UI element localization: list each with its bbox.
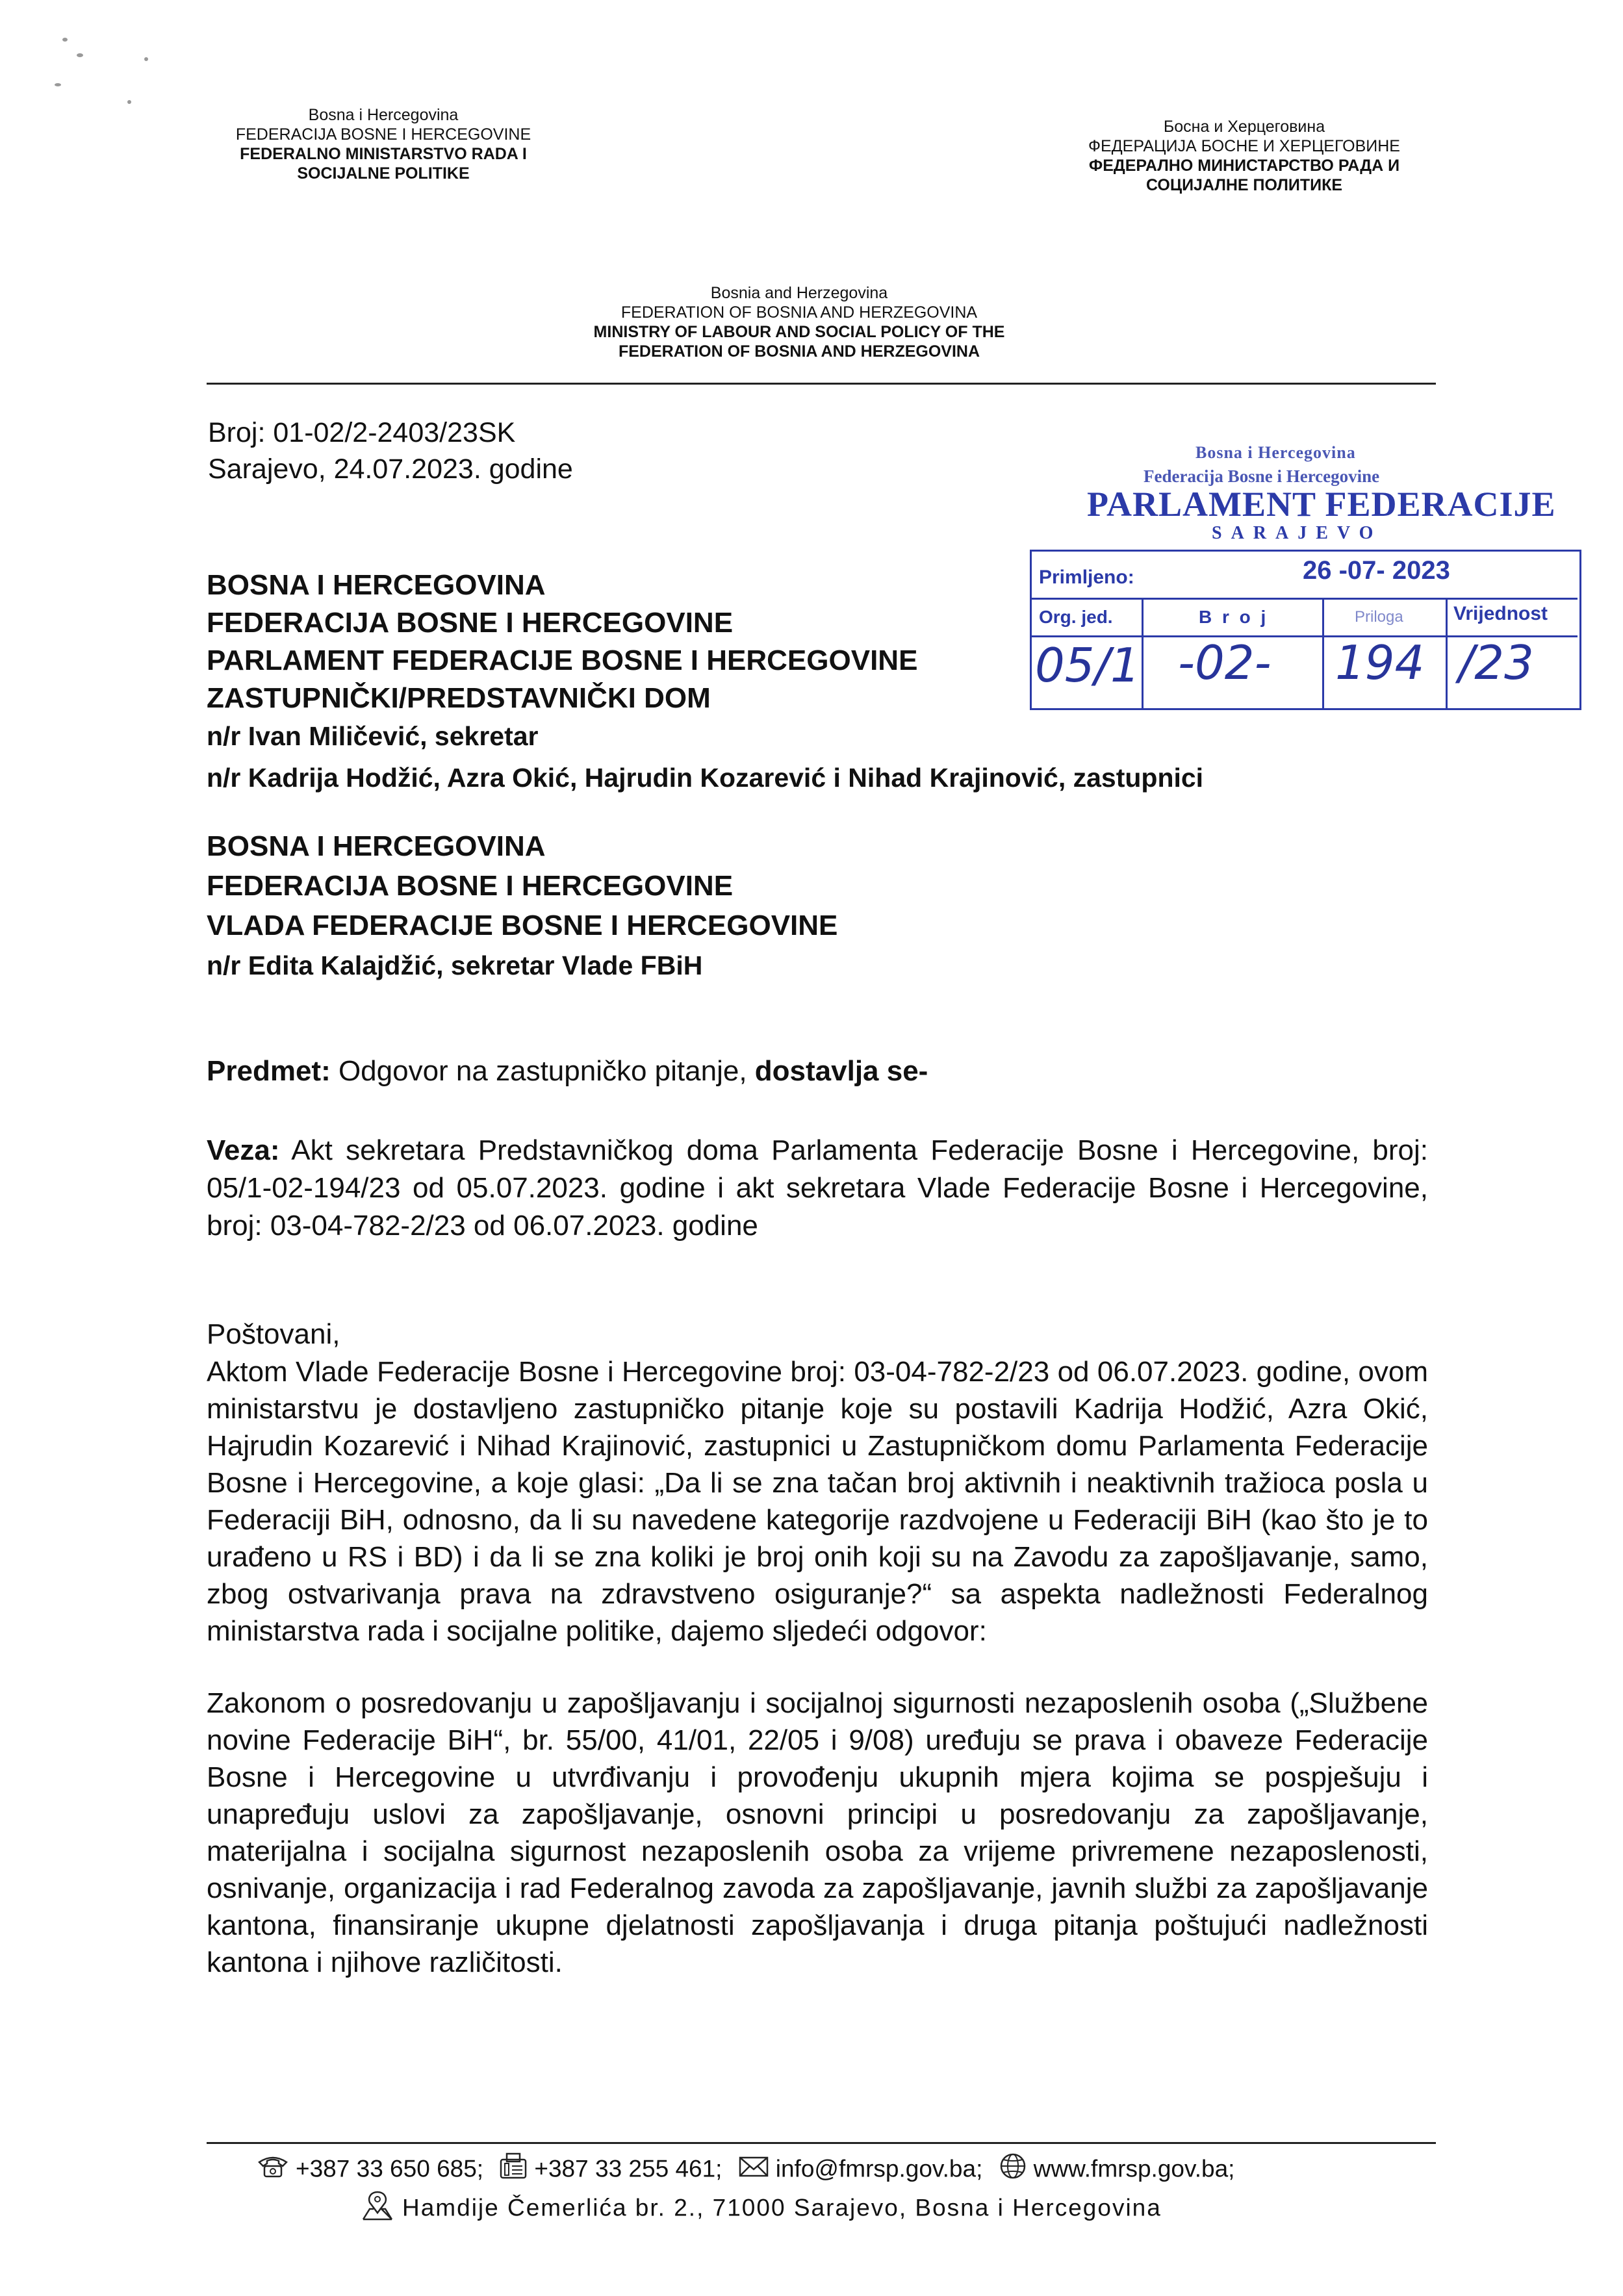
stamp-handwritten-broj: -02- — [1178, 635, 1272, 690]
stamp-rule — [1030, 598, 1578, 600]
header-right-line2: ФЕДЕРАЦИЈА БОСНЕ И ХЕРЦЕГОВИНЕ — [1088, 137, 1400, 155]
recipient2-line2: FEDERACIJA BOSNE I HERCEGOVINE — [207, 870, 734, 902]
header-center-line1: Bosnia and Herzegovina — [710, 284, 888, 302]
recipient2-line3: VLADA FEDERACIJE BOSNE I HERCEGOVINE — [207, 910, 838, 941]
fax-icon — [499, 2152, 528, 2189]
phone-icon — [257, 2153, 289, 2188]
reference-label: Veza: — [207, 1134, 280, 1166]
stamp-line2: Federacija Bosne i Hercegovine — [1144, 466, 1380, 486]
recipient1-line6: n/r Kadrija Hodžić, Azra Okić, Hajrudin Kozarević i Nihad Krajinović, zastupnici — [207, 763, 1204, 793]
stamp-line3: PARLAMENT FEDERACIJE — [1087, 485, 1556, 524]
reference-paragraph — [207, 1132, 1428, 1245]
stamp-handwritten-year: /23 — [1459, 635, 1534, 690]
location-pin-icon — [359, 2189, 396, 2229]
recipient2-line1: BOSNA I HERCEGOVINA — [207, 830, 546, 862]
stamp-col-vrijednost: Vrijednost — [1453, 603, 1548, 624]
scan-speck — [127, 100, 131, 104]
stamp-primljeno-label: Primljeno: — [1039, 567, 1134, 588]
stamp-primljeno-date: 26 -07- 2023 — [1303, 556, 1450, 585]
globe-icon — [999, 2152, 1027, 2189]
document-number: Broj: 01-02/2-2403/23SK — [208, 417, 516, 448]
header-right-line1: Босна и Херцеговина — [1163, 118, 1325, 136]
stamp-handwritten-number: 194 — [1335, 635, 1425, 690]
scan-speck — [77, 53, 83, 57]
stamp-handwritten-org: 05/1 — [1035, 638, 1140, 693]
footer-phone: +387 33 650 685; — [296, 2155, 484, 2182]
recipient1-line1: BOSNA I HERCEGOVINA — [207, 569, 546, 601]
reference-text: Akt sekretara Predstavničkog doma Parlamenta Federacije Bosne i Hercegovine, broj: 05/1-02-194/23 od 05.07.2023. godine i akt sekretara Vlade Federacije Bosne i Hercegovine, broj: 03-04-782-2/23 od 06.07.2023. godine — [207, 1134, 1428, 1242]
email-icon — [738, 2154, 769, 2187]
header-right-block — [1017, 117, 1472, 195]
subject-label: Predmet: — [207, 1055, 331, 1087]
footer-website[interactable]: www.fmrsp.gov.ba; — [1033, 2155, 1235, 2182]
footer-address-line — [359, 2189, 1334, 2229]
header-center-line3: MINISTRY OF LABOUR AND SOCIAL POLICY OF THE — [593, 323, 1005, 341]
greeting: Poštovani, — [207, 1318, 340, 1350]
stamp-column-divider — [1142, 598, 1144, 708]
header-left-line3: FEDERALNO MINISTARSTVO RADA I — [240, 145, 527, 163]
subject-text: Odgovor na zastupničko pitanje, — [330, 1055, 755, 1087]
stamp-column-divider — [1322, 598, 1324, 708]
recipient1-line3: PARLAMENT FEDERACIJE BOSNE I HERCEGOVINE — [207, 644, 918, 676]
scan-speck — [62, 38, 68, 42]
stamp-col-org: Org. jed. — [1039, 607, 1113, 627]
subject-tail: dostavlja se- — [754, 1055, 928, 1087]
recipient2-line4: n/r Edita Kalajdžić, sekretar Vlade FBiH — [207, 950, 703, 980]
document-place-date: Sarajevo, 24.07.2023. godine — [208, 453, 573, 485]
body-paragraph-1: Aktom Vlade Federacije Bosne i Hercegovine broj: 03-04-782-2/23 od 06.07.2023. godine, ovom ministarstvu je dostavljeno zastupničko pitanje koje su postavili Kadrija Hodžić, Azra Okić, Hajrudin Kozarević i Nihad Krajinović, zastupnici u Zastupničkom domu Parlamenta Federacije Bosne i Hercegovine, a koje glasi: „Da li se zna tačan broj aktivnih i neaktivnih tražioca posla u Federaciji BiH, odnosno, da li su navedene kategorije razdvojene u Federaciji BiH (kao što je to urađeno u RS i BD) i da li se zna koliki je broj onih koji su na Zavodu za zapošljavanje, samo, zbog ostvarivanja prava na zdravstveno osiguranje?“ sa aspekta nadležnosti Federalnog ministarstva rada i socijalne politike, dajemo sljedeći odgovor: — [207, 1356, 1428, 1647]
recipient1-line2: FEDERACIJA BOSNE I HERCEGOVINE — [207, 607, 734, 639]
header-left-line1: Bosna i Hercegovina — [308, 106, 459, 124]
header-center-line2: FEDERATION OF BOSNIA AND HERZEGOVINA — [620, 303, 978, 322]
stamp-col-priloga: Priloga — [1355, 608, 1403, 626]
header-center-line4: FEDERATION OF BOSNIA AND HERZEGOVINA — [618, 342, 980, 361]
header-center-block — [520, 283, 1079, 361]
header-divider — [207, 383, 1436, 385]
scan-speck — [144, 57, 148, 61]
stamp-line4: SARAJEVO — [1212, 523, 1383, 543]
footer-contact-line — [257, 2152, 1413, 2189]
body-paragraph-2: Zakonom o posredovanju u zapošljavanju i socijalnoj sigurnosti nezaposlenih osoba („Službene novine Federacije BiH“, br. 55/00, 41/01, 22/05 i 9/08) uređuju se prava i obaveze Federacije Bosne i Hercegovine u utvrđivanju i provođenju ukupnih mjera kojima se pospješuju i unapređuju uslovi za zapošljavanje, osnovni principi u posredovanju za zapošljavanje, materijalna i socijalna sigurnost nezaposlenih osoba za vrijeme privremene nezaposlenosti, osnivanje, organizacija i rad Federalnog zavoda za zapošljavanje, javnih službi za zapošljavanje kantona, finansiranje ukupne djelatnosti zapošljavanja i druga pitanja poštujući nadležnosti kantona i njihove različitosti. — [207, 1687, 1428, 1978]
header-right-line4: СОЦИЈАЛНЕ ПОЛИТИКЕ — [1145, 176, 1343, 194]
stamp-col-broj: B r o j — [1199, 607, 1269, 627]
subject-line — [207, 1052, 928, 1090]
recipient1-line4: ZASTUPNIČKI/PREDSTAVNIČKI DOM — [207, 682, 711, 714]
stamp-line1: Bosna i Hercegovina — [1195, 443, 1356, 462]
stamp-column-divider — [1446, 598, 1448, 708]
footer-email[interactable]: info@fmrsp.gov.ba; — [775, 2155, 983, 2182]
scan-speck — [55, 83, 61, 86]
header-left-line2: FEDERACIJA BOSNE I HERCEGOVINE — [235, 125, 531, 144]
header-left-block — [166, 105, 601, 183]
header-left-line4: SOCIJALNE POLITIKE — [297, 164, 470, 183]
footer-divider — [207, 2142, 1436, 2144]
header-right-line3: ФЕДЕРАЛНО МИНИСТАРСТВО РАДА И — [1088, 157, 1400, 175]
footer-address: Hamdije Čemerlića br. 2., 71000 Sarajevo, Bosna i Hercegovina — [402, 2194, 1162, 2221]
footer-fax: +387 33 255 461; — [534, 2155, 722, 2182]
reception-stamp — [1030, 443, 1585, 709]
recipient1-line5: n/r Ivan Miličević, sekretar — [207, 721, 539, 751]
